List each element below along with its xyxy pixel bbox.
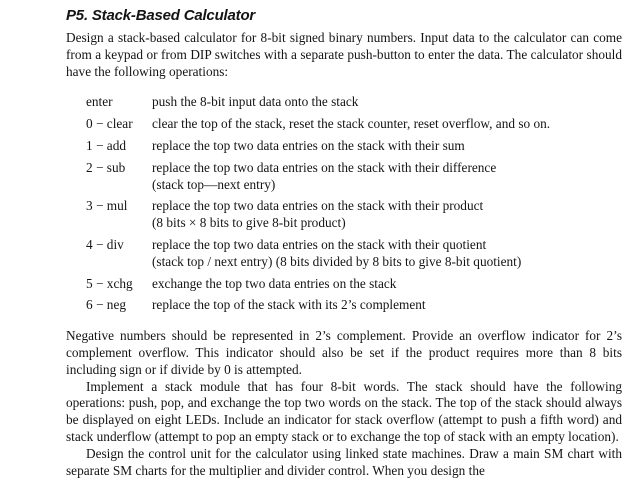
operation-row	[86, 276, 622, 293]
operations-list	[86, 94, 622, 314]
operation-description	[152, 160, 622, 194]
operation-description	[152, 237, 622, 271]
overflow-paragraph: Negative numbers should be represented in 2’s complement. Provide an overflow indicator for 2’s complement overflow. This indicator should also be set if the product requires more than 8 bits including sign or if divide by 0 is attempted.	[66, 328, 622, 377]
operation-row	[86, 237, 622, 271]
operation-description	[152, 297, 622, 314]
operation-name: 0 − clear	[86, 116, 133, 132]
operation-description-line: push the 8-bit input data onto the stack	[152, 94, 359, 110]
intro-paragraph: Design a stack-based calculator for 8-bit signed binary numbers. Input data to the calculator can come from a keypad or from DIP switches with a separate push-button to enter the data. The calculator should have the following operations:	[66, 30, 622, 79]
operation-row	[86, 160, 622, 194]
operation-description	[152, 138, 622, 155]
operation-name: 2 − sub	[86, 159, 126, 175]
operation-description-line: replace the top two data entries on the stack with their quotient	[152, 236, 487, 252]
stack-module-paragraph: Implement a stack module that has four 8-bit words. The stack should have the following operations: push, pop, and exchange the top two words on the stack. The top of the stack should always be displayed on eight LEDs. Include an indicator for stack overflow (attempt to push a fifth word) and stack underflow (attempt to pop an empty stack or to exchange the top of stack with an empty location).	[66, 378, 622, 444]
operation-description	[152, 276, 622, 293]
operation-description-line: (stack top / next entry) (8 bits divided by 8 bits to give 8-bit quotient)	[152, 253, 522, 269]
operation-row	[86, 116, 622, 133]
document-page	[66, 6, 622, 479]
operation-name: 4 − div	[86, 236, 124, 252]
operation-description-line: replace the top two data entries on the stack with their product	[152, 198, 484, 214]
operation-name: 5 − xchg	[86, 275, 133, 291]
operation-name: 1 − add	[86, 137, 126, 153]
operation-description-line: replace the top two data entries on the stack with their difference	[152, 159, 497, 175]
operation-row	[86, 138, 622, 155]
operation-description-line: exchange the top two data entries on the stack	[152, 275, 397, 291]
operation-description	[152, 116, 622, 133]
operation-name: 6 − neg	[86, 297, 126, 313]
problem-title: P5. Stack-Based Calculator	[66, 7, 256, 24]
control-unit-paragraph: Design the control unit for the calculator using linked state machines. Draw a main SM chart with separate SM charts for the multiplier and divider control. When you design the	[66, 445, 622, 478]
operation-description-line: (8 bits × 8 bits to give 8-bit product)	[152, 215, 346, 231]
operation-description-line: replace the top of the stack with its 2’s complement	[152, 297, 426, 313]
operation-name: 3 − mul	[86, 198, 128, 214]
operation-row	[86, 94, 622, 111]
operation-name: enter	[86, 94, 113, 110]
operation-description	[152, 198, 622, 232]
operation-row	[86, 198, 622, 232]
operation-row	[86, 297, 622, 314]
operation-description-line: (stack top—next entry)	[152, 176, 276, 192]
operation-description	[152, 94, 622, 111]
operation-description-line: clear the top of the stack, reset the stack counter, reset overflow, and so on.	[152, 116, 551, 132]
operation-description-line: replace the top two data entries on the stack with their sum	[152, 137, 465, 153]
